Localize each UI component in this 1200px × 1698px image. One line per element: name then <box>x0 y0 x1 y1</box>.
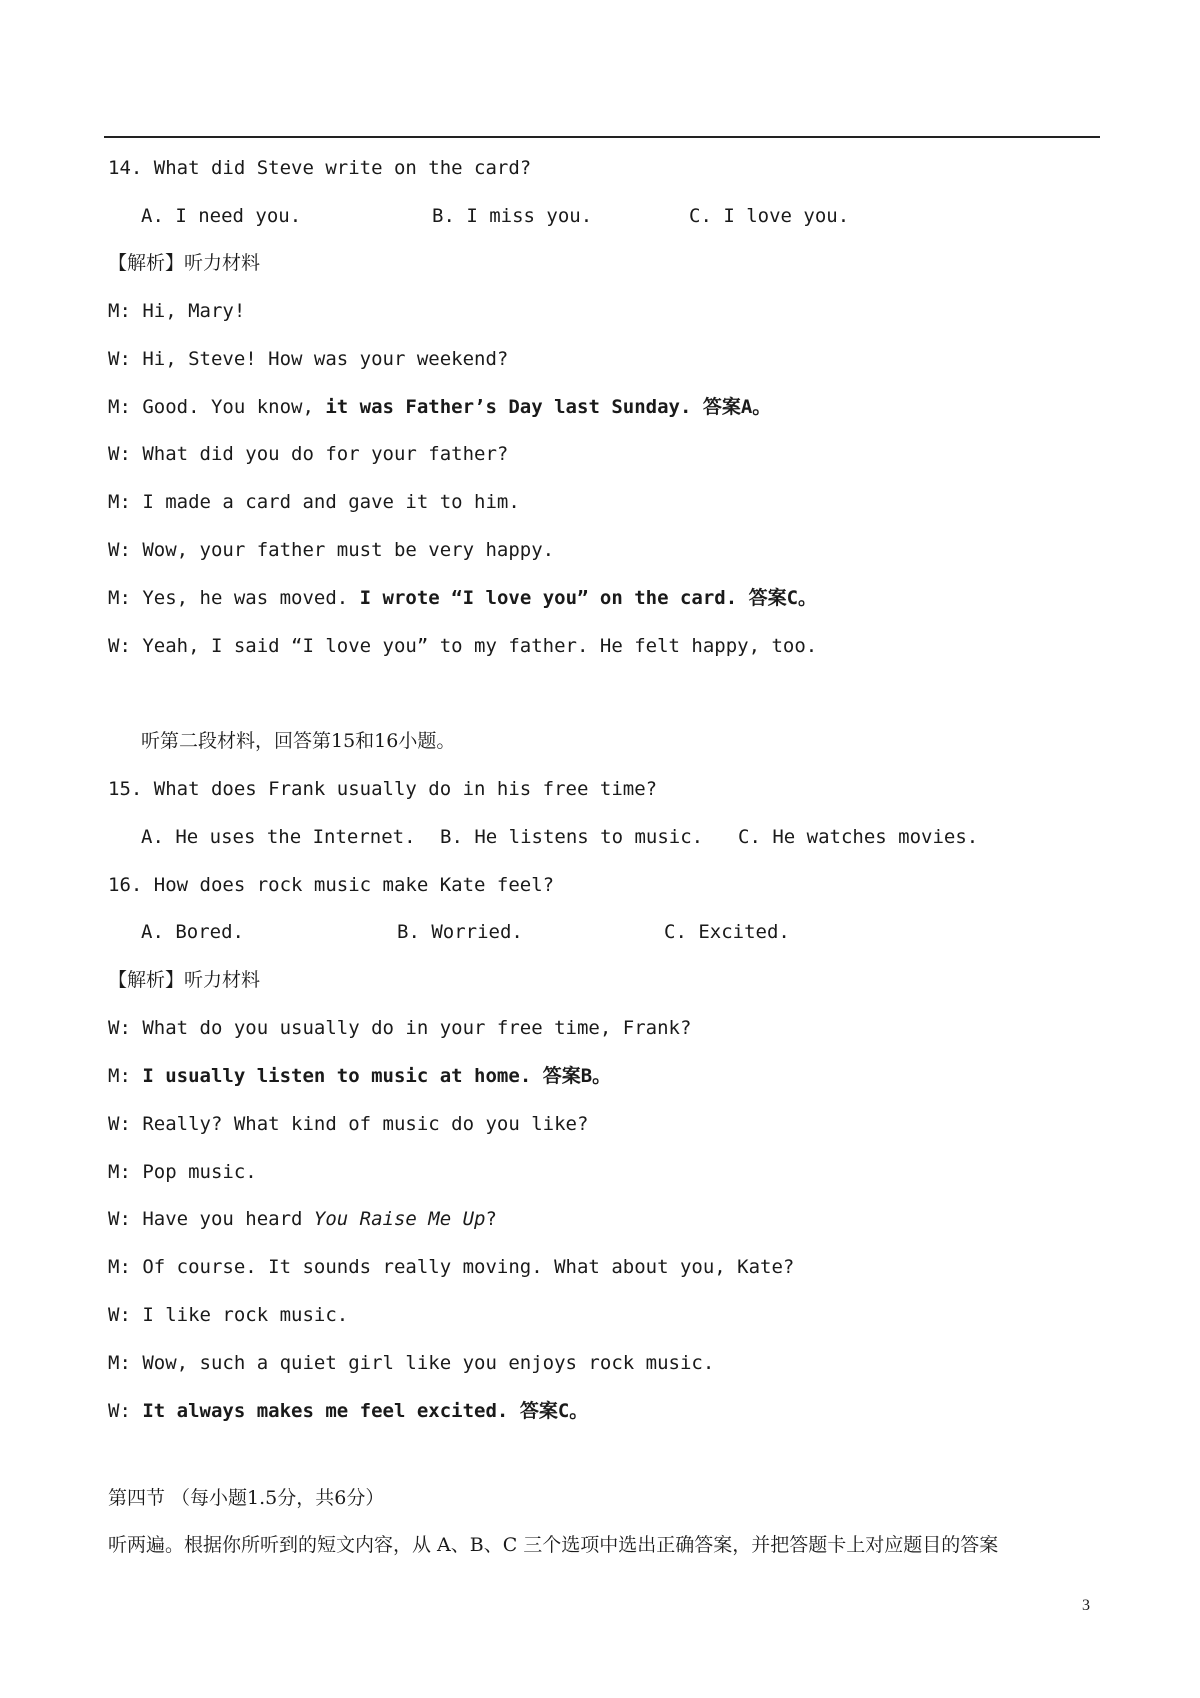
dialog1-line-7 <box>108 585 817 611</box>
dialog2-line-2-answer: I usually listen to music at home. 答案B。 <box>142 1065 612 1087</box>
dialog2-line-5 <box>108 1206 497 1232</box>
dialog2-line-5-end: ? <box>485 1208 497 1230</box>
dialog1-line-4: W: What did you do for your father? <box>108 443 509 465</box>
dialog1-line-6: W: Wow, your father must be very happy. <box>108 539 555 561</box>
dialog2-line-5-text: W: Have you heard <box>108 1208 314 1230</box>
dialog1-line-2: W: Hi, Steve! How was your weekend? <box>108 348 509 370</box>
dialog2-line-7: W: I like rock music. <box>108 1304 349 1326</box>
dialog2-line-3: W: Really? What kind of music do you like? <box>108 1113 589 1135</box>
question-14: 14. What did Steve write on the card? <box>108 157 532 179</box>
dialog2-line-9-speaker: W: <box>108 1400 143 1422</box>
q16-option-b: B. Worried. <box>397 921 523 943</box>
dialog2-line-4: M: Pop music. <box>108 1161 257 1183</box>
q14-option-a: A. I need you. <box>141 205 302 227</box>
dialog2-line-8: M: Wow, such a quiet girl like you enjoys rock music. <box>108 1352 715 1374</box>
question-15: 15. What does Frank usually do in his free time? <box>108 778 658 800</box>
q14-option-b: B. I miss you. <box>432 205 593 227</box>
analysis-label-1: 【解析】听力材料 <box>108 252 261 274</box>
dialog2-line-9 <box>108 1398 588 1424</box>
dialog2-line-2 <box>108 1063 611 1089</box>
dialog1-line-5: M: I made a card and gave it to him. <box>108 491 520 513</box>
dialog1-line-3-text: M: Good. You know, <box>108 396 326 418</box>
dialog1-line-3-answer: it was Father’s Day last Sunday. 答案A。 <box>325 396 772 418</box>
section4-title: 第四节 （每小题1.5分，共6分） <box>108 1487 385 1509</box>
q16-option-a: A. Bored. <box>141 921 244 943</box>
q15-option-c: C. He watches movies. <box>738 826 979 848</box>
song-title: You Raise Me Up <box>313 1208 486 1230</box>
dialog1-line-7-answer: I wrote “I love you” on the card. 答案C。 <box>359 587 818 609</box>
section2-intro: 听第二段材料，回答第15和16小题。 <box>141 730 456 752</box>
q15-option-b: B. He listens to music. <box>440 826 704 848</box>
dialog2-line-9-answer: It always makes me feel excited. 答案C。 <box>142 1400 589 1422</box>
q14-option-c: C. I love you. <box>689 205 850 227</box>
page-number: 3 <box>1082 1597 1090 1614</box>
header-rule <box>104 136 1100 138</box>
q15-option-a: A. He uses the Internet. <box>141 826 416 848</box>
analysis-label-2: 【解析】听力材料 <box>108 969 261 991</box>
dialog1-line-1: M: Hi, Mary! <box>108 300 246 322</box>
dialog2-line-1: W: What do you usually do in your free time, Frank? <box>108 1017 692 1039</box>
dialog2-line-6: M: Of course. It sounds really moving. What about you, Kate? <box>108 1256 795 1278</box>
q16-option-c: C. Excited. <box>664 921 790 943</box>
dialog1-line-8: W: Yeah, I said “I love you” to my father. He felt happy, too. <box>108 635 818 657</box>
dialog2-line-2-speaker: M: <box>108 1065 143 1087</box>
dialog1-line-3 <box>108 394 771 420</box>
question-16: 16. How does rock music make Kate feel? <box>108 874 555 896</box>
section4-instruction: 听两遍。根据你所听到的短文内容，从 A、B、C 三个选项中选出正确答案，并把答题卡上对应题目的答案 <box>108 1534 999 1556</box>
dialog1-line-7-text: M: Yes, he was moved. <box>108 587 360 609</box>
